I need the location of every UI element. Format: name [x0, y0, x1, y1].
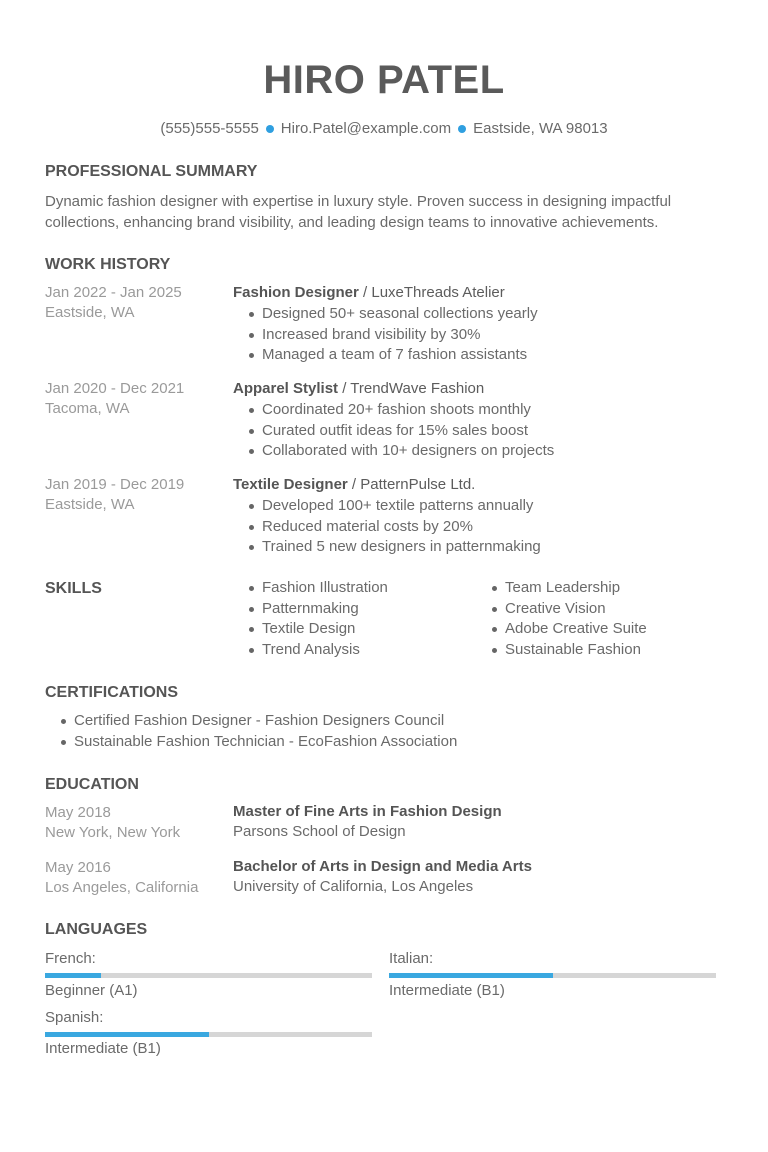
list-item: Textile Design	[246, 619, 388, 640]
bullet-dot-icon	[266, 125, 274, 133]
list-item: Trend Analysis	[246, 640, 388, 661]
edu-date: May 2016	[45, 859, 111, 876]
job-bullets	[246, 400, 554, 462]
section-title-work-history: WORK HISTORY	[45, 256, 171, 273]
job-location: Tacoma, WA	[45, 400, 130, 417]
job-location: Eastside, WA	[45, 304, 135, 321]
language-level: Intermediate (B1)	[389, 982, 505, 999]
edu-degree: Bachelor of Arts in Design and Media Arts	[233, 858, 532, 875]
list-item: Certified Fashion Designer - Fashion Designers Council	[58, 711, 457, 732]
section-title-skills: SKILLS	[45, 580, 102, 597]
language-name: Italian:	[389, 950, 434, 967]
list-item: Coordinated 20+ fashion shoots monthly	[246, 400, 554, 421]
job-dates: Jan 2020 - Dec 2021	[45, 380, 185, 397]
section-title-summary: PROFESSIONAL SUMMARY	[45, 163, 258, 180]
job-bullets	[246, 496, 541, 558]
list-item: Patternmaking	[246, 599, 388, 620]
edu-degree: Master of Fine Arts in Fashion Design	[233, 803, 502, 820]
job-company: / TrendWave Fashion	[338, 380, 485, 397]
section-title-education: EDUCATION	[45, 776, 139, 793]
job-location: Eastside, WA	[45, 496, 135, 513]
skills-list-right	[489, 578, 647, 660]
language-proficiency-fill	[389, 973, 553, 978]
list-item: Collaborated with 10+ designers on projects	[246, 441, 554, 462]
edu-location: New York, New York	[45, 824, 181, 841]
language-proficiency-bar	[389, 973, 716, 978]
list-item: Team Leadership	[489, 578, 647, 599]
list-item: Sustainable Fashion	[489, 640, 647, 661]
list-item: Fashion Illustration	[246, 578, 388, 599]
list-item: Sustainable Fashion Technician - EcoFashion Association	[58, 732, 457, 753]
language-name: French:	[45, 950, 96, 967]
list-item: Adobe Creative Suite	[489, 619, 647, 640]
language-name: Spanish:	[45, 1009, 104, 1026]
language-proficiency-fill	[45, 973, 101, 978]
contact-line	[0, 120, 768, 137]
candidate-name: HIRO PATEL	[263, 58, 505, 102]
contact-location: Eastside, WA 98013	[473, 120, 608, 137]
language-proficiency-bar	[45, 973, 372, 978]
job-role: Fashion Designer	[233, 284, 359, 301]
certifications-list	[58, 711, 457, 752]
job-title-line	[233, 475, 475, 495]
skills-list-left	[246, 578, 388, 660]
language-proficiency-bar	[45, 1032, 372, 1037]
list-item: Reduced material costs by 20%	[246, 517, 541, 538]
edu-date: May 2018	[45, 804, 111, 821]
job-title-line	[233, 379, 484, 399]
list-item: Designed 50+ seasonal collections yearly	[246, 304, 538, 325]
job-bullets	[246, 304, 538, 366]
language-level: Beginner (A1)	[45, 982, 138, 999]
section-title-languages: LANGUAGES	[45, 921, 148, 938]
job-role: Apparel Stylist	[233, 380, 339, 397]
job-title-line	[233, 283, 505, 303]
list-item: Creative Vision	[489, 599, 647, 620]
job-dates: Jan 2022 - Jan 2025	[45, 284, 182, 301]
contact-phone: (555)555-5555	[160, 120, 259, 137]
edu-school: Parsons School of Design	[233, 823, 406, 840]
list-item: Increased brand visibility by 30%	[246, 325, 538, 346]
job-dates: Jan 2019 - Dec 2019	[45, 476, 185, 493]
job-company: / LuxeThreads Atelier	[358, 284, 505, 301]
job-role: Textile Designer	[233, 476, 348, 493]
list-item: Curated outfit ideas for 15% sales boost	[246, 421, 554, 442]
edu-school: University of California, Los Angeles	[233, 878, 474, 895]
summary-text: Dynamic fashion designer with expertise in luxury style. Proven success in designing impactful collections, enhancing brand visibility, and leading design teams to innovative achievements.	[45, 193, 672, 231]
language-level: Intermediate (B1)	[45, 1040, 161, 1057]
edu-location: Los Angeles, California	[45, 879, 199, 896]
list-item: Developed 100+ textile patterns annually	[246, 496, 541, 517]
contact-email: Hiro.Patel@example.com	[280, 120, 452, 137]
section-title-certifications: CERTIFICATIONS	[45, 684, 179, 701]
language-proficiency-fill	[45, 1032, 209, 1037]
bullet-dot-icon	[458, 125, 466, 133]
list-item: Trained 5 new designers in patternmaking	[246, 537, 541, 558]
job-company: / PatternPulse Ltd.	[347, 476, 476, 493]
list-item: Managed a team of 7 fashion assistants	[246, 345, 538, 366]
